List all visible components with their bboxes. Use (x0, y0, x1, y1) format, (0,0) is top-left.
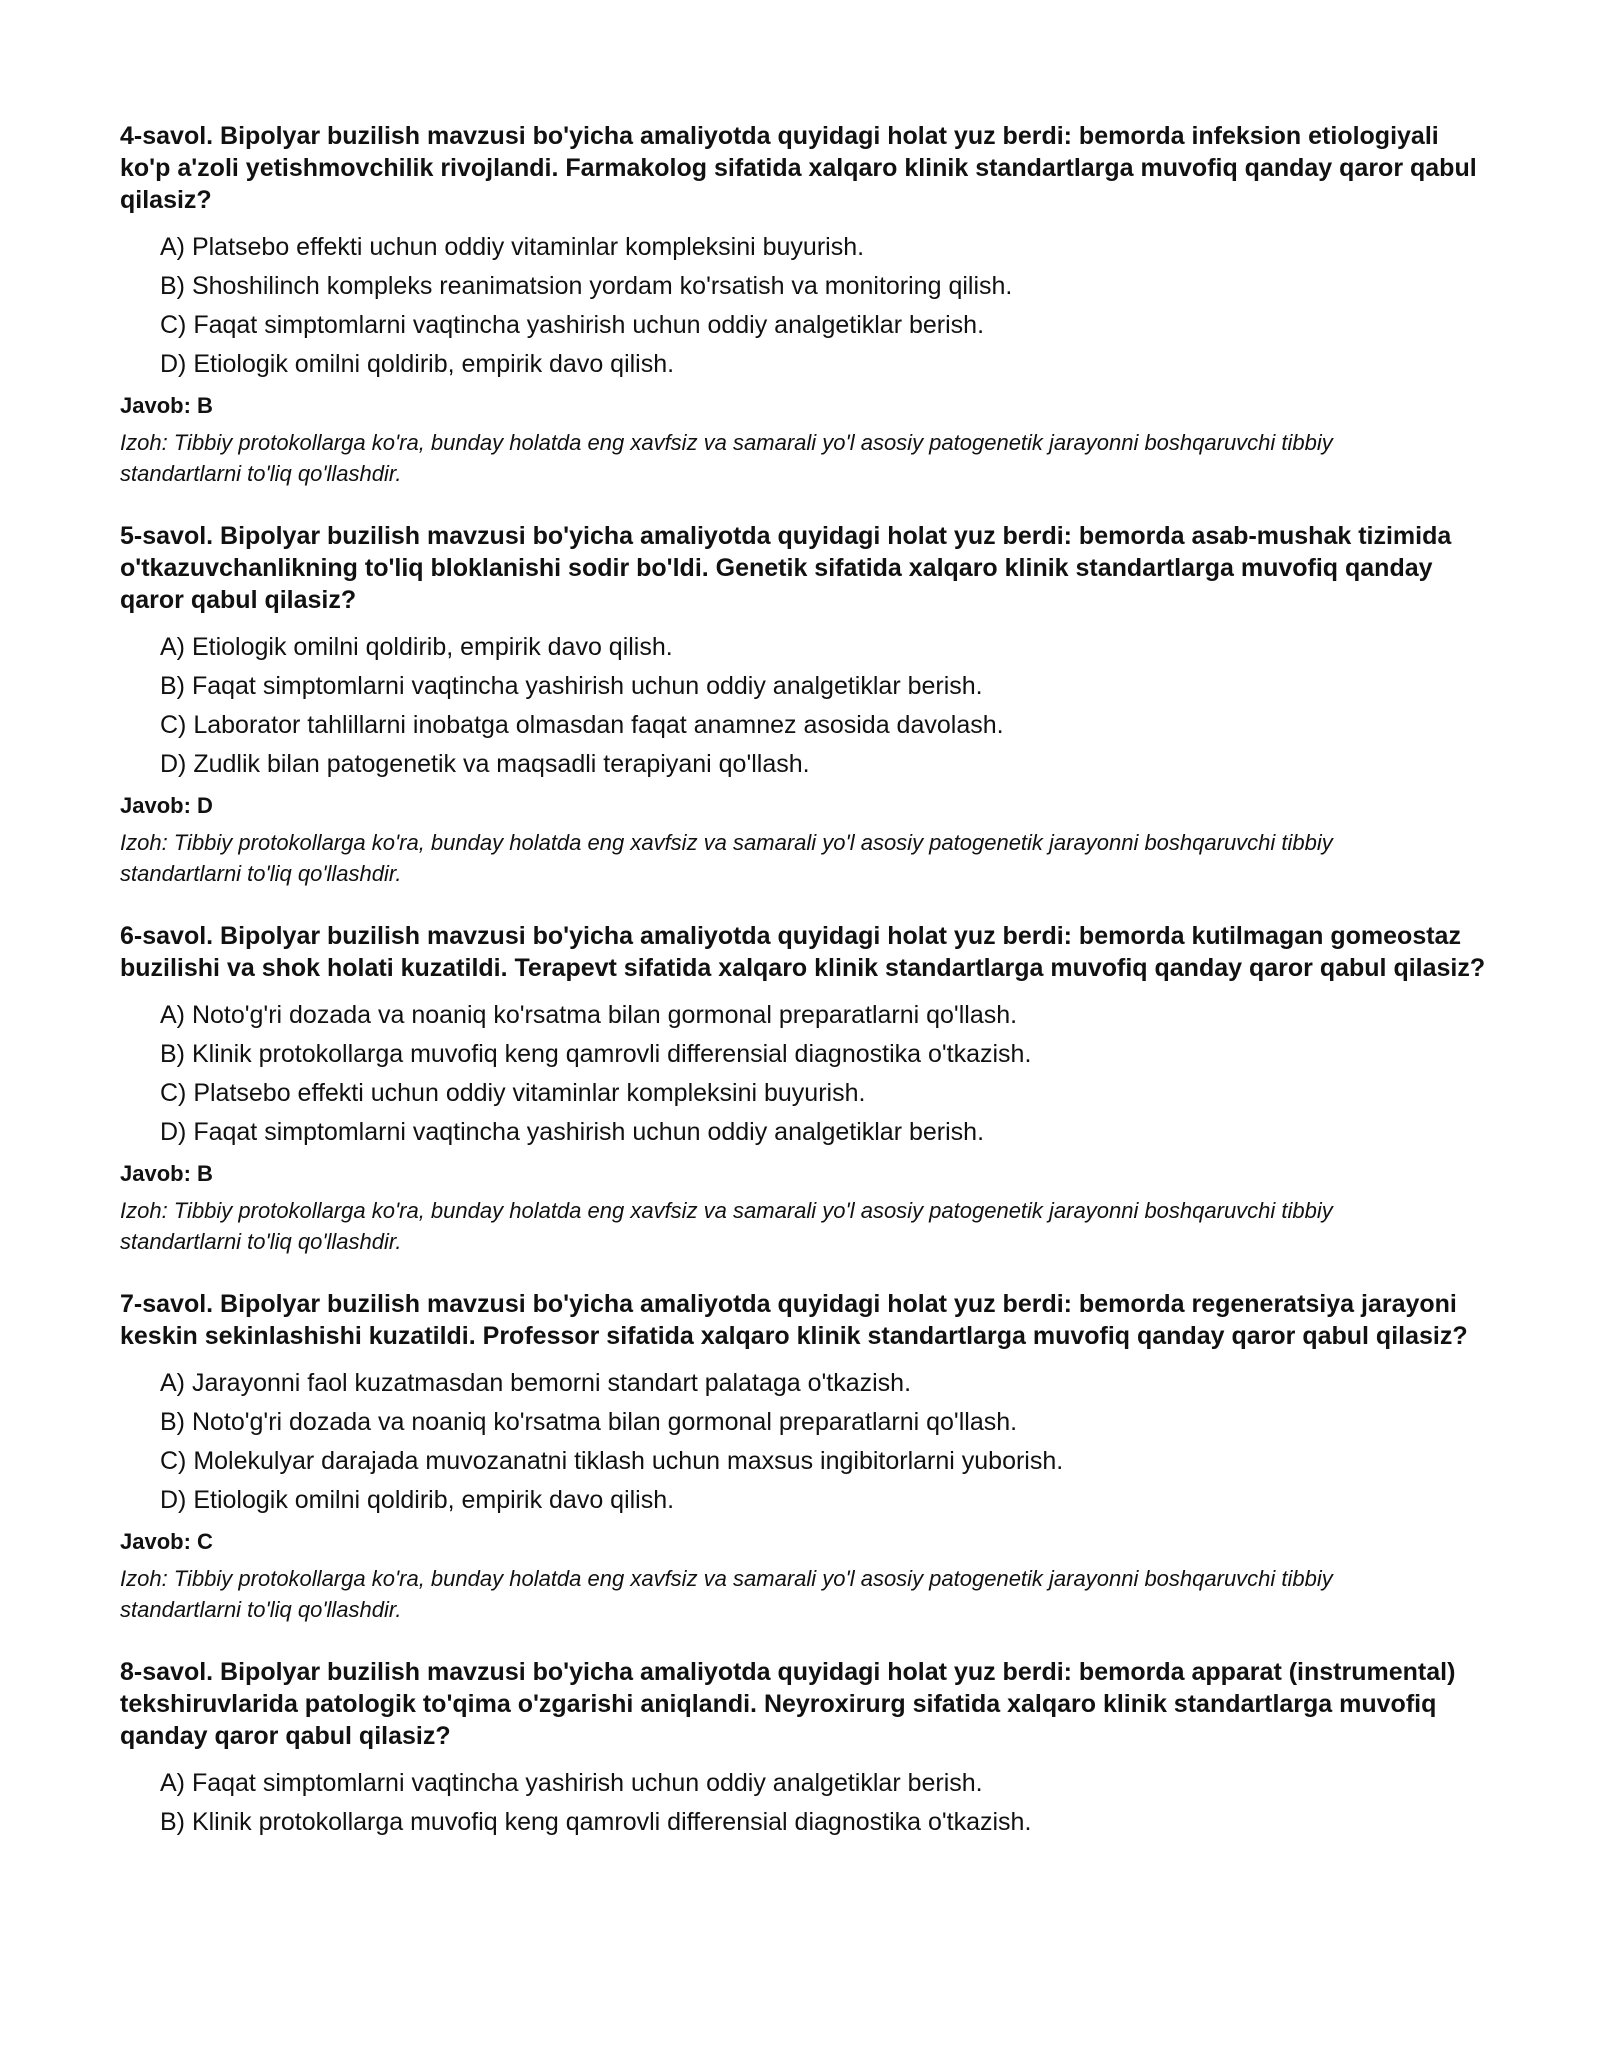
question-text: 6-savol. Bipolyar buzilish mavzusi bo'yicha amaliyotda quyidagi holat yuz berdi: bemorda kutilmagan gomeostaz buzilishi va shok holati kuzatildi. Terapevt sifatida xalqaro klinik standartlarga muvofiq qanday qaror qabul qilasiz? (120, 922, 1486, 982)
option-d: D) Etiologik omilni qoldirib, empirik davo qilish. (160, 1486, 675, 1514)
question-block-8 (120, 1656, 1490, 1842)
option-c: C) Platsebo effekti uchun oddiy vitaminlar kompleksini buyurish. (160, 1079, 866, 1107)
option-b: B) Shoshilinch kompleks reanimatsion yordam ko'rsatish va monitoring qilish. (160, 272, 1013, 300)
answer-label: Javob: B (120, 1161, 213, 1186)
option-c: C) Molekulyar darajada muvozanatni tiklash uchun maxsus ingibitorlarni yuborish. (160, 1447, 1064, 1475)
explanation-text: Izoh: Tibbiy protokollarga ko'ra, bunday holatda eng xavfsiz va samarali yo'l asosiy patogenetik jarayonni boshqaruvchi tibbiy standartlarni to'liq qo'llashdir. (120, 1198, 1333, 1254)
question-text: 5-savol. Bipolyar buzilish mavzusi bo'yicha amaliyotda quyidagi holat yuz berdi: bemorda asab-mushak tizimida o'tkazuvchanlikning to'liq bloklanishi sodir bo'ldi. Genetik sifatida xalqaro klinik standartlarga muvofiq qanday qaror qabul qilasiz? (120, 522, 1452, 614)
options-list (120, 1364, 1490, 1520)
option-a: A) Etiologik omilni qoldirib, empirik davo qilish. (160, 633, 673, 661)
option-a: A) Noto'g'ri dozada va noaniq ko'rsatma bilan gormonal preparatlarni qo'llash. (160, 1001, 1018, 1029)
question-text: 4-savol. Bipolyar buzilish mavzusi bo'yicha amaliyotda quyidagi holat yuz berdi: bemorda infeksion etiologiyali ko'p a'zoli yetishmovchilik rivojlandi. Farmakolog sifatida xalqaro klinik standartlarga muvofiq qanday qaror qabul qilasiz? (120, 122, 1477, 214)
option-b: B) Klinik protokollarga muvofiq keng qamrovli differensial diagnostika o'tkazish. (160, 1040, 1032, 1068)
answer-label: Javob: C (120, 1529, 213, 1554)
question-block-5 (120, 520, 1490, 889)
options-list (120, 628, 1490, 784)
question-block-6 (120, 920, 1490, 1257)
answer-label: Javob: B (120, 393, 213, 418)
option-a: A) Platsebo effekti uchun oddiy vitaminlar kompleksini buyurish. (160, 233, 865, 261)
explanation-text: Izoh: Tibbiy protokollarga ko'ra, bunday holatda eng xavfsiz va samarali yo'l asosiy patogenetik jarayonni boshqaruvchi tibbiy standartlarni to'liq qo'llashdir. (120, 1566, 1333, 1622)
options-list (120, 228, 1490, 384)
question-text: 7-savol. Bipolyar buzilish mavzusi bo'yicha amaliyotda quyidagi holat yuz berdi: bemorda regeneratsiya jarayoni keskin sekinlashishi kuzatildi. Professor sifatida xalqaro klinik standartlarga muvofiq qanday qaror qabul qilasiz? (120, 1290, 1468, 1350)
option-c: C) Laborator tahlillarni inobatga olmasdan faqat anamnez asosida davolash. (160, 711, 1004, 739)
option-b: B) Faqat simptomlarni vaqtincha yashirish uchun oddiy analgetiklar berish. (160, 672, 983, 700)
question-text: 8-savol. Bipolyar buzilish mavzusi bo'yicha amaliyotda quyidagi holat yuz berdi: bemorda apparat (instrumental) tekshiruvlarida patologik to'qima o'zgarishi aniqlandi. Neyroxirurg sifatida xalqaro klinik standartlarga muvofiq qanday qaror qabul qilasiz? (120, 1658, 1456, 1750)
option-d: D) Etiologik omilni qoldirib, empirik davo qilish. (160, 350, 675, 378)
option-c: C) Faqat simptomlarni vaqtincha yashirish uchun oddiy analgetiklar berish. (160, 311, 985, 339)
options-list (120, 996, 1490, 1152)
option-a: A) Faqat simptomlarni vaqtincha yashirish uchun oddiy analgetiklar berish. (160, 1769, 983, 1797)
answer-label: Javob: D (120, 793, 213, 818)
question-block-7 (120, 1288, 1490, 1625)
option-d: D) Zudlik bilan patogenetik va maqsadli terapiyani qo'llash. (160, 750, 810, 778)
option-a: A) Jarayonni faol kuzatmasdan bemorni standart palataga o'tkazish. (160, 1369, 912, 1397)
options-list (120, 1764, 1490, 1842)
explanation-text: Izoh: Tibbiy protokollarga ko'ra, bunday holatda eng xavfsiz va samarali yo'l asosiy patogenetik jarayonni boshqaruvchi tibbiy standartlarni to'liq qo'llashdir. (120, 430, 1333, 486)
option-b: B) Noto'g'ri dozada va noaniq ko'rsatma bilan gormonal preparatlarni qo'llash. (160, 1408, 1018, 1436)
document-page (120, 120, 1490, 1873)
explanation-text: Izoh: Tibbiy protokollarga ko'ra, bunday holatda eng xavfsiz va samarali yo'l asosiy patogenetik jarayonni boshqaruvchi tibbiy standartlarni to'liq qo'llashdir. (120, 830, 1333, 886)
question-block-4 (120, 120, 1490, 489)
option-d: D) Faqat simptomlarni vaqtincha yashirish uchun oddiy analgetiklar berish. (160, 1118, 985, 1146)
option-b: B) Klinik protokollarga muvofiq keng qamrovli differensial diagnostika o'tkazish. (160, 1808, 1032, 1836)
